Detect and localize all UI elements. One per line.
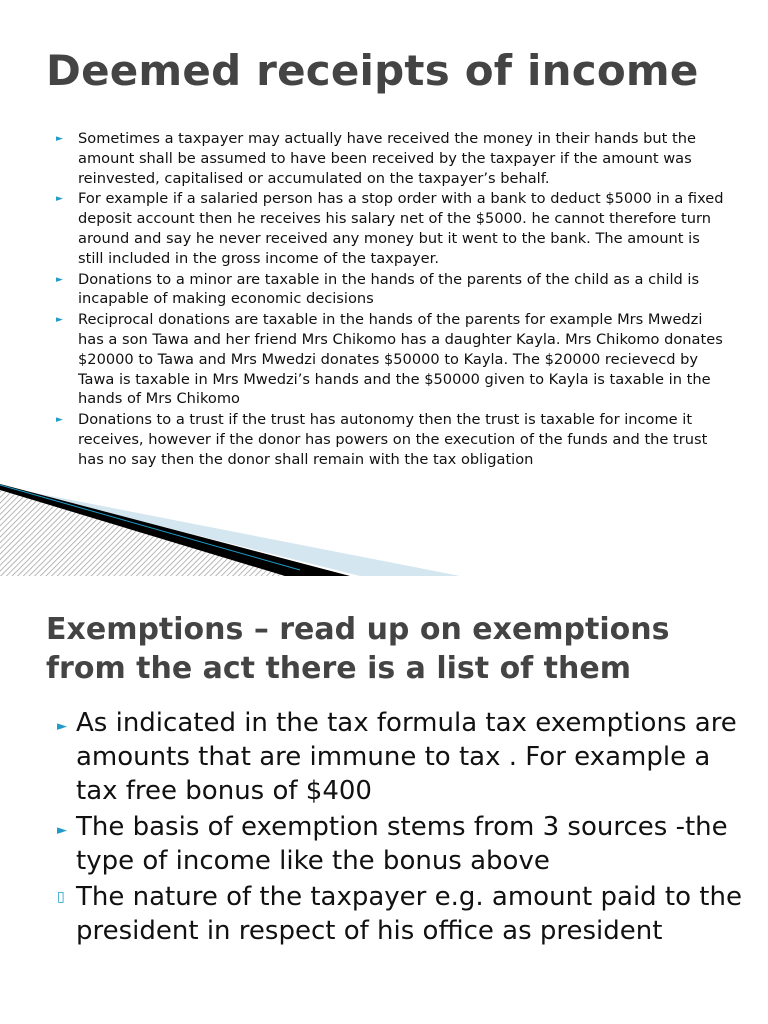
triangle-bullet-icon: ►: [56, 315, 63, 326]
list-item: ▯ The nature of the taxpayer e.g. amount paid to the president in respect of his office as president: [57, 882, 742, 946]
triangle-bullet-icon: ►: [56, 274, 63, 285]
decorative-wave: [0, 480, 768, 576]
missing-glyph-bullet-icon: ▯: [57, 889, 65, 905]
list-item: ► The basis of exemption stems from 3 sources -the type of income like the bonus above: [57, 812, 728, 876]
list-item: ► Donations to a minor are taxable in the hands of the parents of the child as a child is incapable of making economic decisions: [56, 270, 700, 308]
slide-2: [0, 590, 768, 1024]
slide-title: Exemptions – read up on exemptions from the act there is a list of them: [46, 612, 670, 686]
slide-separator: [0, 576, 768, 590]
list-item: ► As indicated in the tax formula tax exemptions are amounts that are immune to tax . For example a tax free bonus of $400: [57, 708, 737, 806]
list-item: ► Reciprocal donations are taxable in the hands of the parents for example Mrs Mwedzi has a son Tawa and her friend Mrs Chikomo has a daughter Kayla. Mrs Chikomo donates $20000 to Tawa and Mrs Mwedzi donates $50000 to Kayla. The $20000 recievecd by Tawa is taxable in Mrs Mwedzi’s hands and the $50000 given to Kayla is taxable in the hands of Mrs Chikomo: [56, 311, 723, 408]
triangle-bullet-icon: ►: [56, 134, 63, 144]
slide-title: Deemed receipts of income: [46, 46, 699, 95]
list-item: ► For example if a salaried person has a stop order with a bank to deduct $5000 in a fixed deposit account then he receives his salary net of the $5000. he cannot therefore turn around and say he never received any money but it went to the bank. The amount is still included in the gross income of the taxpayer.: [56, 190, 724, 267]
list-item: ► Sometimes a taxpayer may actually have received the money in their hands but the amount shall be assumed to have been received by the taxpayer if the amount was reinvested, capitalised or accumulated on the taxpayer’s behalf.: [56, 130, 696, 187]
triangle-bullet-icon: ►: [57, 719, 67, 734]
bullet-list: [54, 706, 744, 950]
triangle-bullet-icon: ►: [56, 415, 63, 426]
bullet-list: [54, 129, 726, 471]
list-item: ► Donations to a trust if the trust has autonomy then the trust is taxable for income it receives, however if the donor has powers on the execution of the funds and the trust has no say then the donor shall remain with the tax obligation: [56, 411, 708, 468]
triangle-bullet-icon: ►: [56, 194, 63, 205]
triangle-bullet-icon: ►: [57, 823, 67, 838]
